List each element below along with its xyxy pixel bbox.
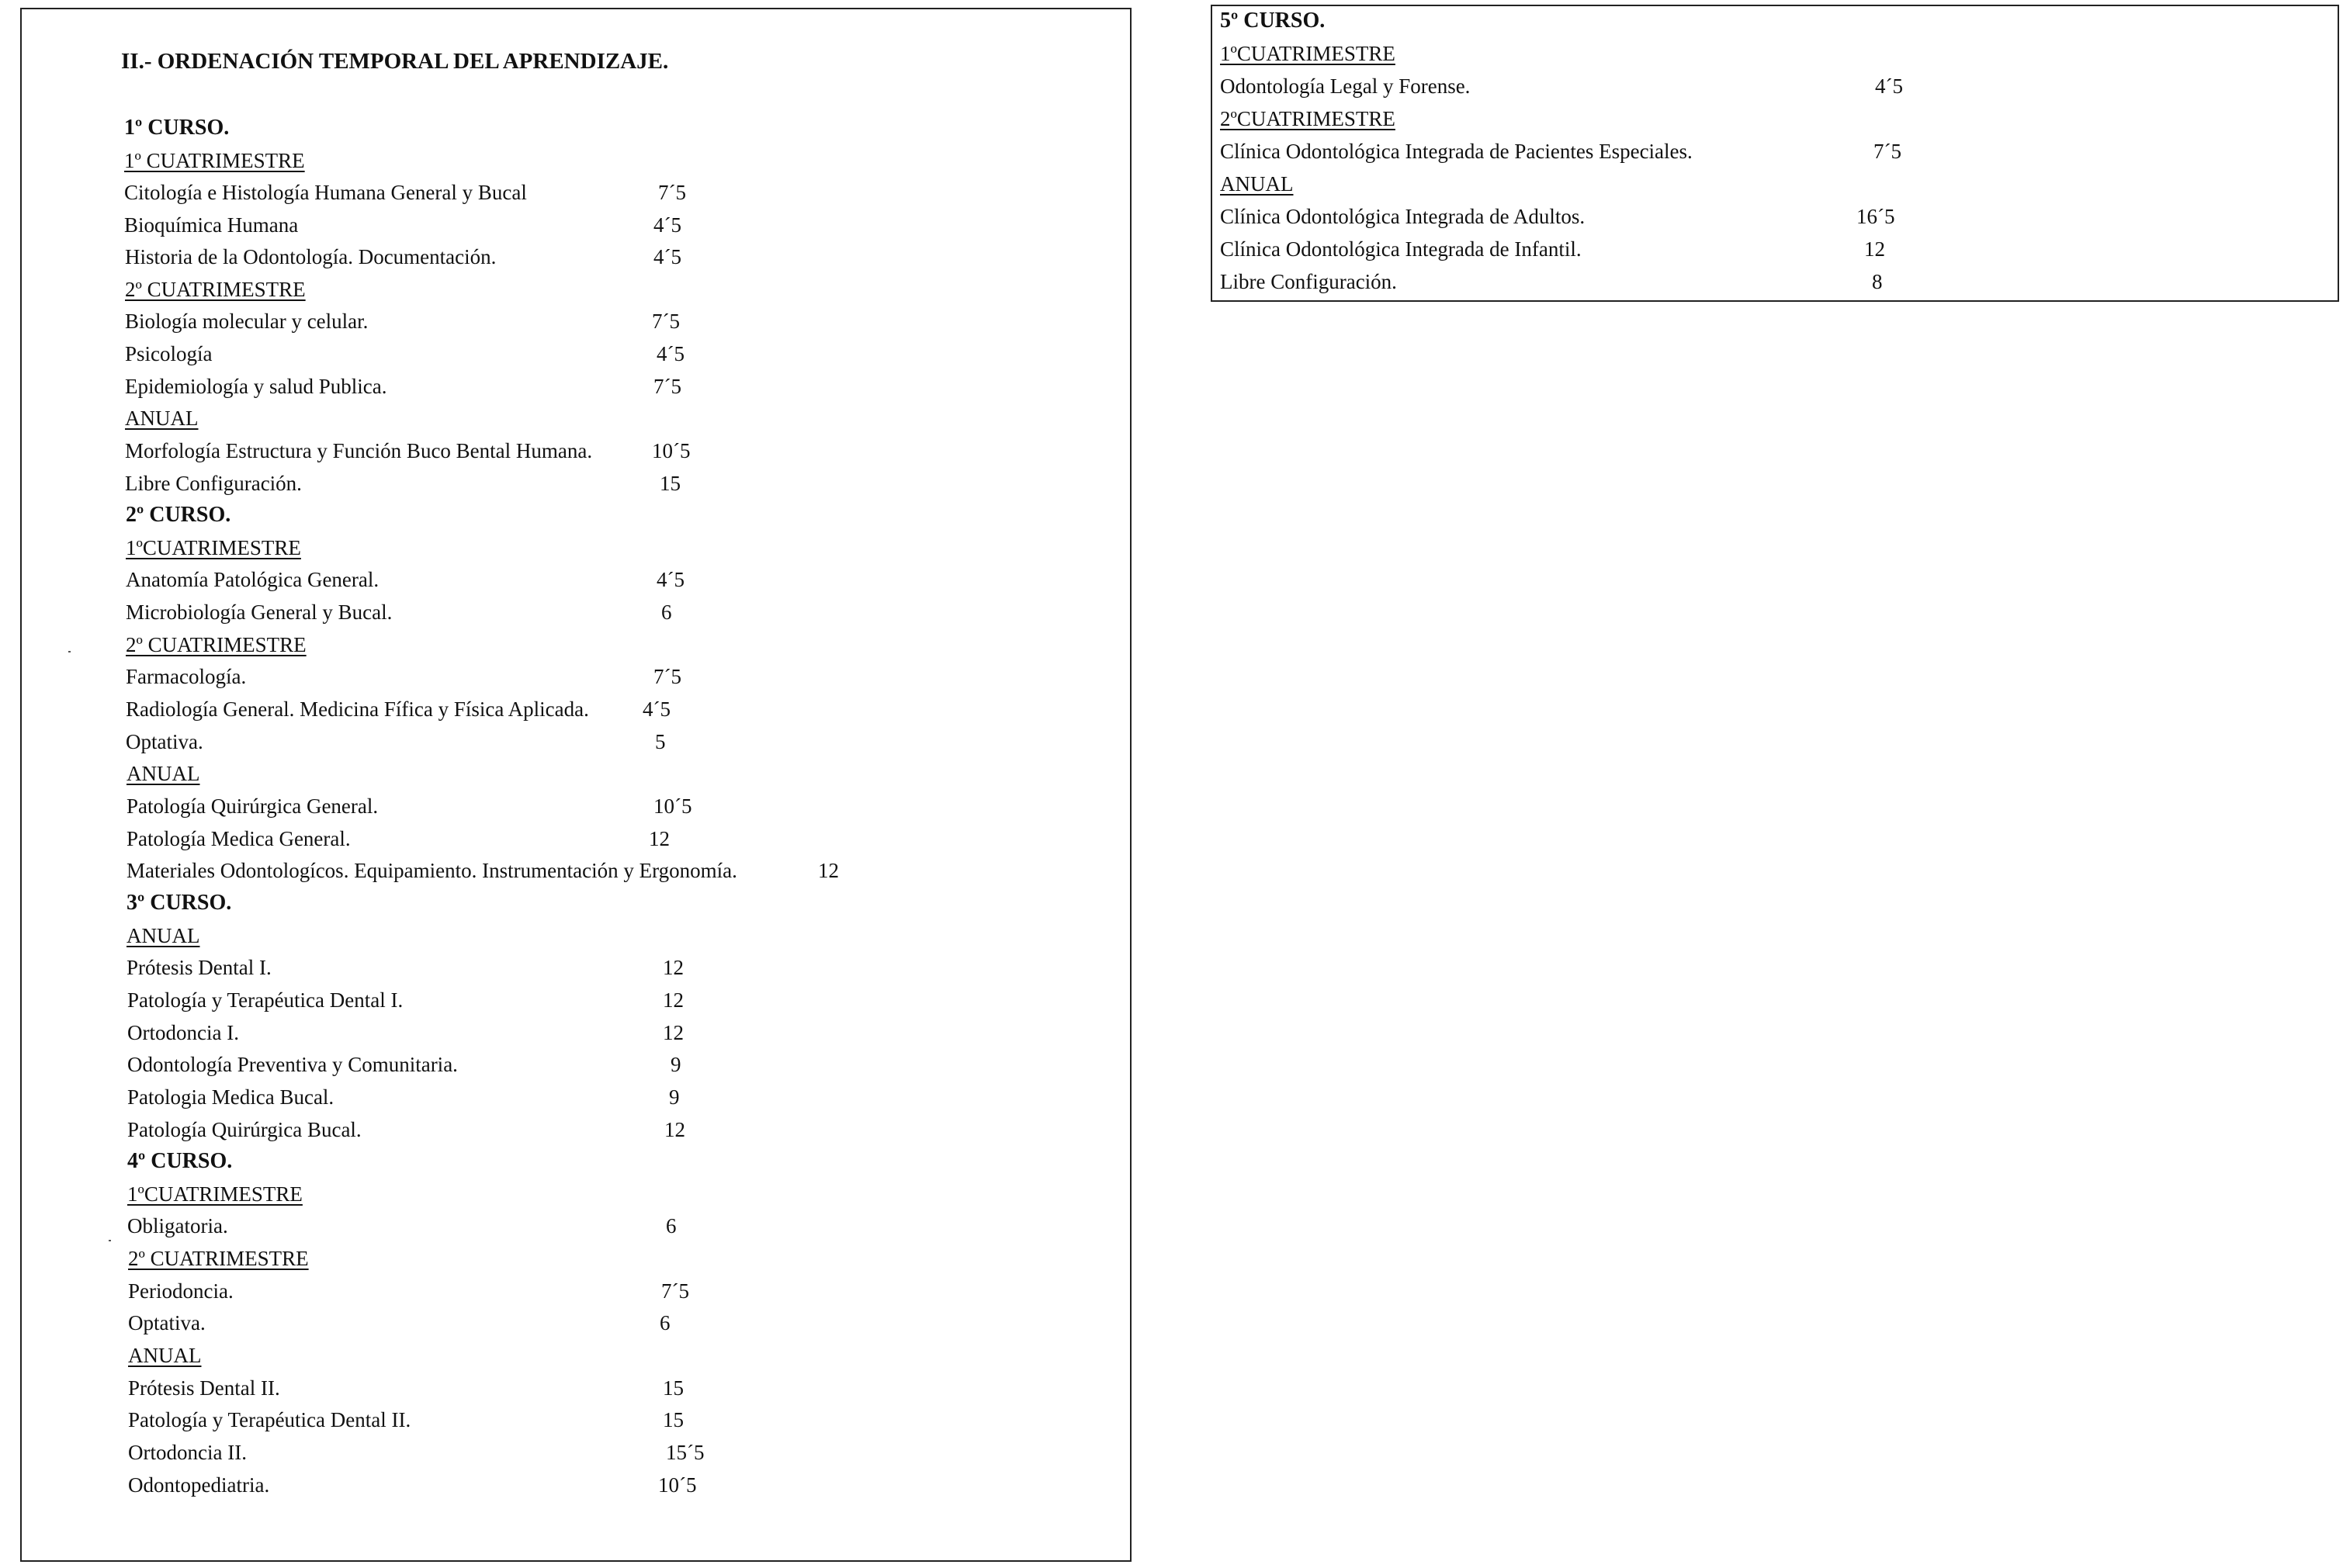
- subject-credits: 12: [664, 1118, 685, 1141]
- subject-name: Psicología: [125, 342, 213, 365]
- subject-credits: 15´5: [666, 1441, 705, 1464]
- subject-name: Citología e Histología Humana General y Bucal: [124, 181, 527, 204]
- subject-credits: 12: [818, 859, 839, 882]
- period-heading: 1ºCUATRIMESTRE: [1220, 42, 1395, 65]
- document-title: II.- ORDENACIÓN TEMPORAL DEL APRENDIZAJE.: [121, 49, 669, 74]
- subject-credits: 5: [655, 730, 666, 753]
- subject-name: Radiología General. Medicina Fífica y Física Aplicada.: [126, 697, 589, 721]
- subject-name: Obligatoria.: [127, 1214, 228, 1237]
- course-heading: 4º CURSO.: [127, 1149, 233, 1173]
- subject-name: Odontología Preventiva y Comunitaria.: [127, 1053, 458, 1076]
- subject-credits: 7´5: [653, 375, 681, 398]
- subject-credits: 4´5: [653, 213, 681, 237]
- subject-credits: 10´5: [658, 1473, 697, 1497]
- subject-credits: 16´5: [1856, 205, 1895, 228]
- course-heading: 5º CURSO.: [1220, 9, 1326, 33]
- period-heading: ANUAL: [128, 1344, 202, 1367]
- subject-credits: 15: [663, 1376, 684, 1400]
- subject-name: Odontopediatria.: [128, 1473, 270, 1497]
- subject-credits: 4´5: [1875, 74, 1903, 98]
- subject-name: Morfología Estructura y Función Buco Bental Humana.: [125, 439, 593, 462]
- subject-name: Clínica Odontológica Integrada de Infantil.: [1220, 237, 1582, 261]
- subject-name: Odontología Legal y Forense.: [1220, 74, 1471, 98]
- subject-name: Biología molecular y celular.: [125, 310, 369, 333]
- subject-name: Optativa.: [126, 730, 203, 753]
- subject-name: Optativa.: [128, 1311, 206, 1334]
- subject-name: Microbiología General y Bucal.: [126, 601, 393, 624]
- subject-credits: 12: [663, 1021, 684, 1044]
- subject-name: Patología Quirúrgica Bucal.: [127, 1118, 362, 1141]
- subject-name: Patología Medica General.: [127, 827, 351, 850]
- period-heading: ANUAL: [127, 762, 200, 785]
- subject-credits: 12: [663, 956, 684, 979]
- period-heading: ANUAL: [125, 407, 199, 430]
- subject-credits: 7´5: [652, 310, 680, 333]
- subject-name: Farmacología.: [126, 665, 247, 688]
- subject-name: Patología y Terapéutica Dental II.: [128, 1408, 411, 1431]
- period-heading: 2º CUATRIMESTRE: [126, 633, 307, 656]
- subject-name: Patología Quirúrgica General.: [127, 794, 379, 818]
- subject-credits: 9: [669, 1085, 680, 1109]
- subject-name: Historia de la Odontología. Documentación.: [125, 245, 497, 268]
- subject-name: Prótesis Dental II.: [128, 1376, 280, 1400]
- subject-credits: 4´5: [643, 697, 671, 721]
- subject-credits: 6: [666, 1214, 677, 1237]
- period-heading: 2º CUATRIMESTRE: [128, 1247, 309, 1270]
- subject-credits: 15: [663, 1408, 684, 1431]
- course-heading: 2º CURSO.: [126, 503, 231, 527]
- period-heading: 1ºCUATRIMESTRE: [127, 1182, 303, 1206]
- subject-credits: 12: [649, 827, 670, 850]
- subject-credits: 4´5: [657, 568, 685, 591]
- subject-credits: 7´5: [661, 1279, 689, 1303]
- scan-speck: [109, 1240, 111, 1241]
- subject-name: Ortodoncia II.: [128, 1441, 247, 1464]
- subject-credits: 12: [663, 988, 684, 1012]
- period-heading: 2º CUATRIMESTRE: [125, 278, 306, 301]
- subject-name: Patologia Medica Bucal.: [127, 1085, 334, 1109]
- scan-speck: [68, 651, 71, 652]
- period-heading: ANUAL: [127, 924, 200, 947]
- subject-credits: 7´5: [1873, 140, 1901, 163]
- subject-name: Anatomía Patológica General.: [126, 568, 380, 591]
- subject-credits: 8: [1872, 270, 1883, 293]
- subject-name: Libre Configuración.: [125, 472, 302, 495]
- subject-name: Epidemiología y salud Publica.: [125, 375, 387, 398]
- subject-name: Clínica Odontológica Integrada de Adultos.: [1220, 205, 1586, 228]
- subject-credits: 12: [1864, 237, 1885, 261]
- subject-credits: 6: [660, 1311, 671, 1334]
- period-heading: 1º CUATRIMESTRE: [124, 149, 305, 172]
- subject-name: Bioquímica Humana: [124, 213, 299, 237]
- subject-name: Ortodoncia I.: [127, 1021, 239, 1044]
- course-heading: 1º CURSO.: [124, 116, 230, 140]
- subject-name: Patología y Terapéutica Dental I.: [127, 988, 404, 1012]
- period-heading: 2ºCUATRIMESTRE: [1220, 107, 1395, 130]
- subject-credits: 10´5: [652, 439, 691, 462]
- period-heading: ANUAL: [1220, 172, 1294, 196]
- right-panel: [1211, 5, 2339, 302]
- course-heading: 3º CURSO.: [127, 891, 232, 915]
- subject-credits: 6: [661, 601, 672, 624]
- period-heading: 1ºCUATRIMESTRE: [126, 536, 301, 559]
- subject-credits: 9: [671, 1053, 681, 1076]
- subject-credits: 7´5: [658, 181, 686, 204]
- subject-credits: 15: [660, 472, 681, 495]
- subject-name: Materiales Odontologícos. Equipamiento. Instrumentación y Ergonomía.: [127, 859, 737, 882]
- subject-name: Libre Configuración.: [1220, 270, 1397, 293]
- subject-credits: 7´5: [653, 665, 681, 688]
- subject-credits: 10´5: [653, 794, 692, 818]
- subject-name: Clínica Odontológica Integrada de Pacientes Especiales.: [1220, 140, 1693, 163]
- left-panel: [20, 8, 1132, 1562]
- subject-credits: 4´5: [657, 342, 685, 365]
- subject-name: Periodoncia.: [128, 1279, 234, 1303]
- subject-name: Prótesis Dental I.: [127, 956, 272, 979]
- subject-credits: 4´5: [653, 245, 681, 268]
